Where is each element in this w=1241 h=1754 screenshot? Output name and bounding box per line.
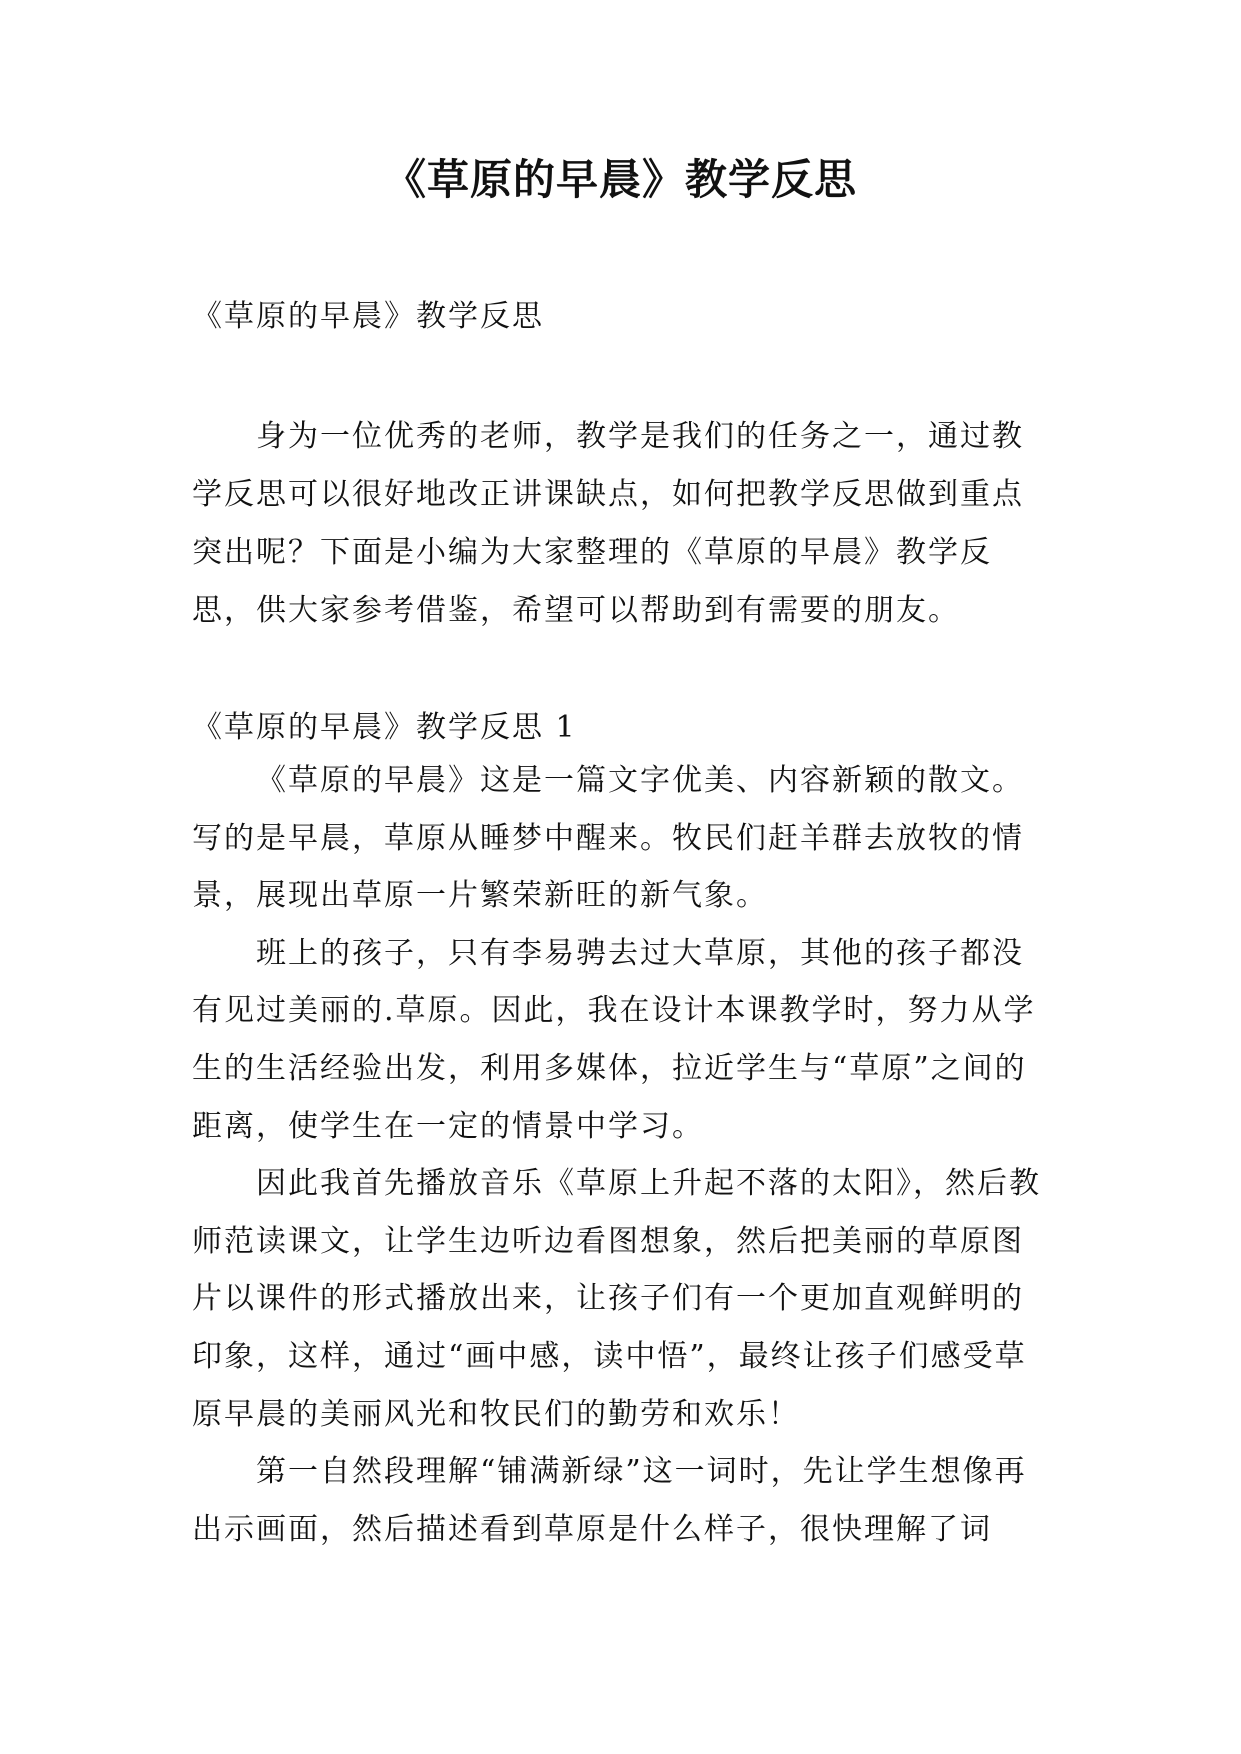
- document-subtitle: 《草原的早晨》教学反思: [192, 299, 544, 334]
- body-paragraph: 《草原的早晨》这是一篇文字优美、内容新颖的散文。写的是早晨，草原从睡梦中醒来。牧民们赶羊群去放牧的情景，展现出草原一片繁荣新旺的新气象。: [192, 763, 1024, 914]
- intro-paragraph: 身为一位优秀的老师，教学是我们的任务之一，通过教学反思可以很好地改正讲课缺点，如何把教学反思做到重点突出呢？下面是小编为大家整理的《草原的早晨》教学反思，供大家参考借鉴，希望可以帮助到有需要的朋友。: [192, 419, 1024, 628]
- document-title: 《草原的早晨》教学反思: [383, 155, 857, 204]
- section-body: [192, 752, 1054, 1558]
- body-paragraph: 第一自然段理解“铺满新绿”这一词时，先让学生想像再出示画面，然后描述看到草原是什么样子，很快理解了词: [192, 1454, 1027, 1547]
- body-paragraph: 因此我首先播放音乐《草原上升起不落的太阳》，然后教师范读课文，让学生边听边看图想象，然后把美丽的草原图片以课件的形式播放出来，让孩子们有一个更加直观鲜明的印象，这样，通过“画中感，读中悟”，最终让孩子们感受草原早晨的美丽风光和牧民们的勤劳和欢乐！: [192, 1166, 1041, 1432]
- section-heading: 《草原的早晨》教学反思 1: [192, 710, 577, 745]
- body-paragraph: 班上的孩子，只有李易骋去过大草原，其他的孩子都没有见过美丽的.草原。因此，我在设计本课教学时，努力从学生的生活经验出发，利用多媒体，拉近学生与“草原”之间的距离，使学生在一定的情景中学习。: [192, 935, 1036, 1144]
